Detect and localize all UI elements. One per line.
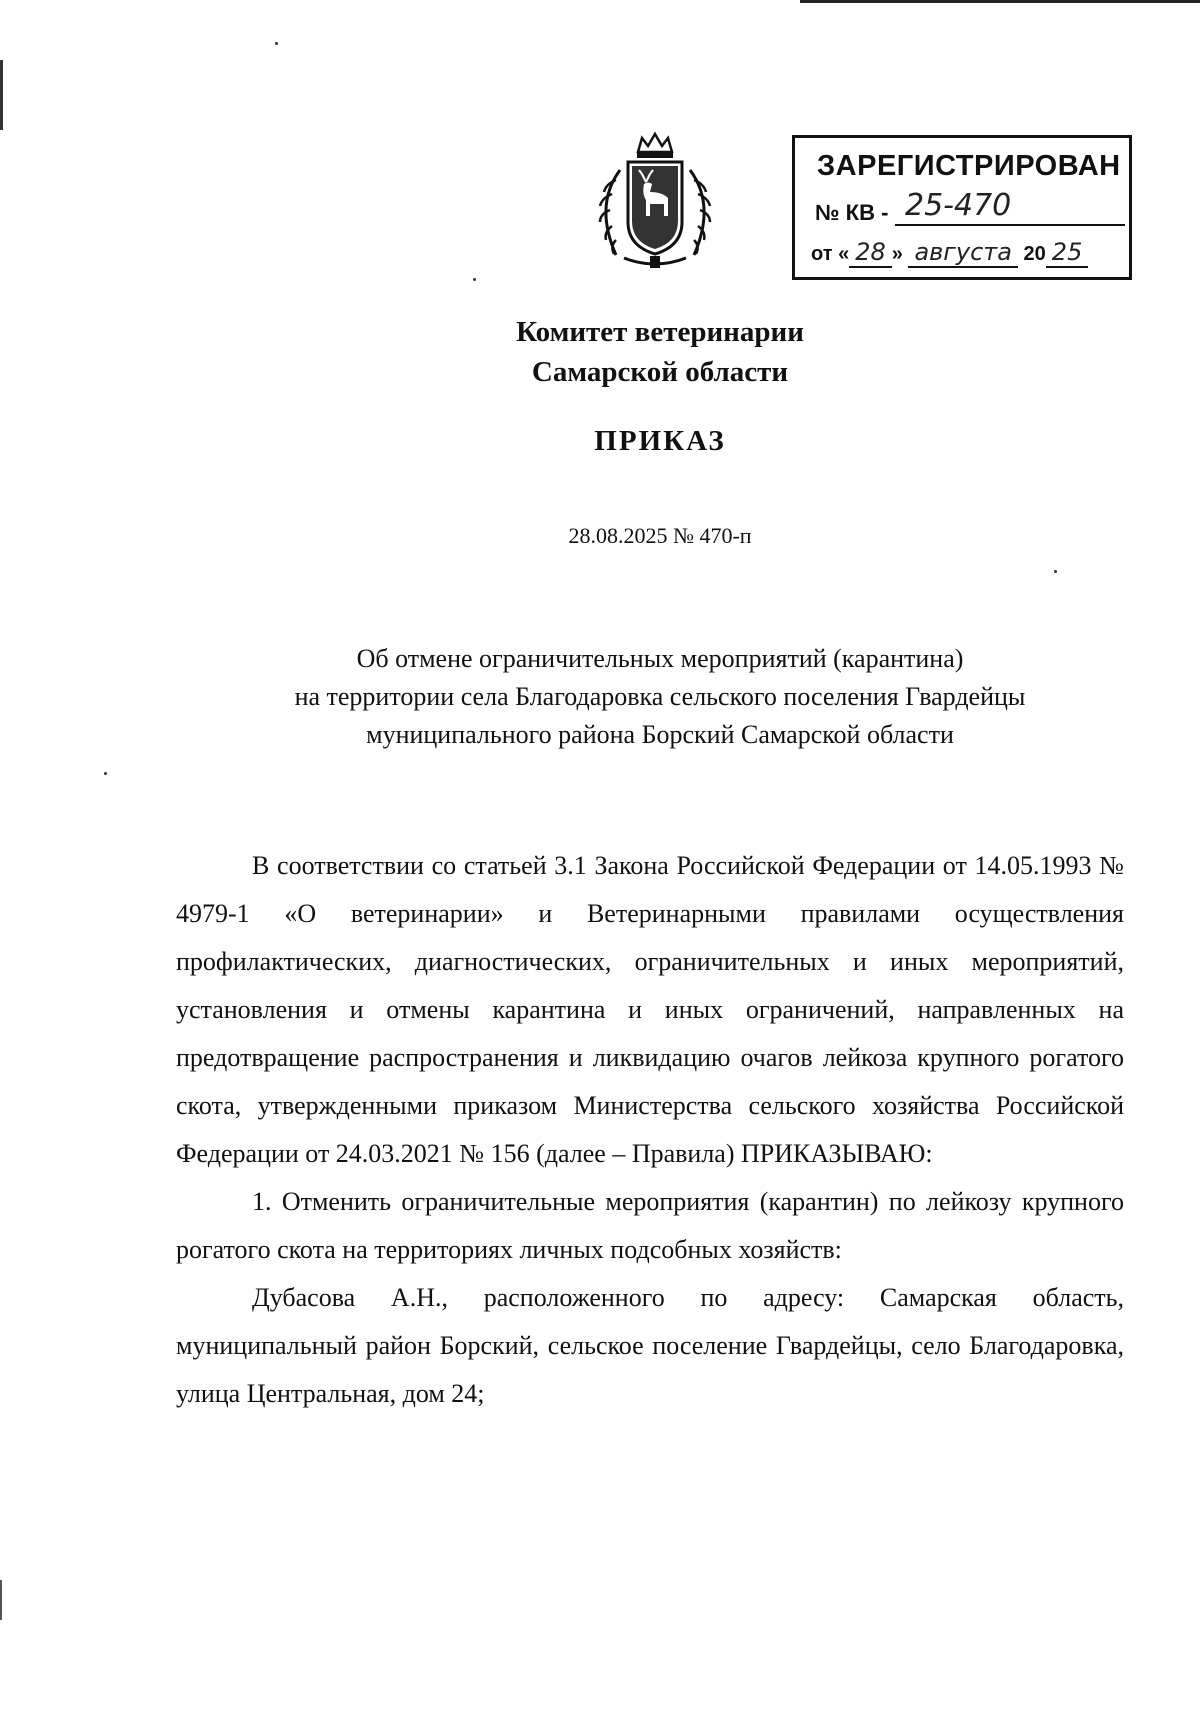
organization-name: [0, 312, 1200, 392]
body-paragraph-preamble: В соответствии со статьей 3.1 Закона Российской Федерации от 14.05.1993 № 4979-1 «О ветеринарии» и Ветеринарными правилами осуществления профилактических, диагностических, ограничительных и иных мероприятий, установления и отмены карантина и иных ограничений, направленных на предотвращение распространения и ликвидацию очагов лейкоза крупного рогатого скота, утвержденными приказом Министерства сельского хозяйства Российской Федерации от 24.03.2021 № 156 (далее – Правила) ПРИКАЗЫВАЮ:: [176, 851, 1124, 1168]
document-subject: [0, 640, 1200, 754]
document-type: ПРИКАЗ: [594, 425, 726, 457]
stamp-number-label: № КВ -: [815, 200, 889, 225]
scan-artifact-left: [0, 60, 3, 130]
stamp-date-month: августа: [908, 238, 1018, 268]
stamp-date-year-prefix: 20: [1023, 243, 1046, 265]
registration-stamp: [792, 135, 1132, 280]
organization-name-line: Самарской области: [531, 356, 789, 388]
stamp-date-year-suffix: 25: [1046, 238, 1089, 268]
stamp-number-value: 25-470: [895, 188, 1125, 226]
stamp-date-prefix: от «: [811, 243, 850, 265]
subject-line: на территории села Благодаровка сельского поселения Гвардейцы: [294, 682, 1026, 711]
stamp-date-sep: »: [891, 243, 903, 265]
scan-speck: [104, 772, 107, 775]
scan-speck: [1054, 570, 1057, 573]
coat-of-arms-emblem: [580, 130, 730, 280]
stamp-date-row: [811, 238, 1088, 268]
scan-artifact-left-bottom: [0, 1580, 2, 1620]
stamp-date-day: 28: [849, 238, 892, 268]
body-paragraph-item-1: 1. Отменить ограничительные мероприятия (карантин) по лейкозу крупного рогатого скота на территориях личных подсобных хозяйств:: [176, 1187, 1124, 1264]
document-number: 28.08.2025 № 470-п: [568, 523, 752, 548]
subject-line: Об отмене ограничительных мероприятий (карантина): [356, 644, 964, 673]
document-body: [176, 842, 1124, 1418]
subject-line: муниципального района Борский Самарской области: [366, 720, 954, 749]
scan-speck: [473, 278, 476, 281]
scan-artifact-top: [800, 0, 1200, 3]
scan-speck: [275, 42, 278, 45]
stamp-title: ЗАРЕГИСТРИРОВАН: [817, 150, 1121, 182]
body-paragraph-address: Дубасова А.Н., расположенного по адресу: Самарская область, муниципальный район Борский, сельское поселение Гвардейцы, село Благодаровка, улица Центральная, дом 24;: [176, 1283, 1124, 1408]
organization-name-line: Комитет ветеринарии: [516, 316, 804, 348]
